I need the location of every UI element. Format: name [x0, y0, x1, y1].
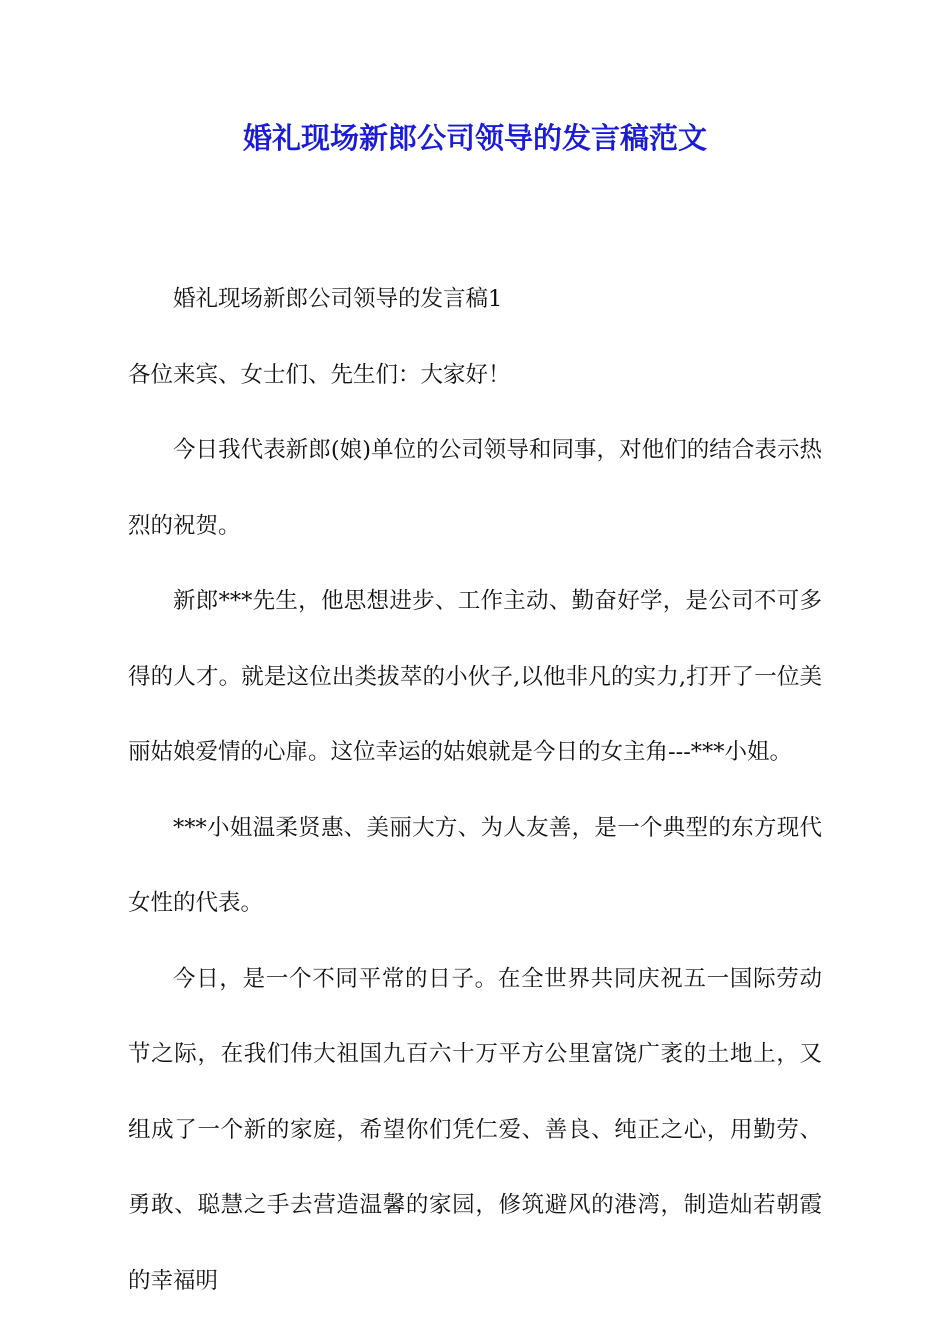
paragraph-congratulation: 今日我代表新郎(娘)单位的公司领导和同事，对他们的结合表示热烈的祝贺。 [128, 437, 822, 539]
paragraph-bride: ***小姐温柔贤惠、美丽大方、为人友善，是一个典型的东方现代女性的代表。 [128, 814, 822, 916]
paragraph-wishes: 今日，是一个不同平常的日子。在全世界共同庆祝五一国际劳动节之际，在我们伟大祖国九百六十万平方公里富饶广袤的土地上，又组成了一个新的家庭，希望你们凭仁爱、善良、纯正之心，用勤劳、勇敢、聪慧之手去营造温馨的家园，修筑避风的港湾，制造灿若朝霞的幸福明 [128, 965, 822, 1294]
document-title: 婚礼现场新郎公司领导的发言稿范文 [242, 121, 707, 155]
paragraph-groom: 新郎***先生，他思想进步、工作主动、勤奋好学，是公司不可多得的人才。就是这位出类拔萃的小伙子,以他非凡的实力,打开了一位美丽姑娘爱情的心扉。这位幸运的姑娘就是今日的女主角---***小姐。 [128, 588, 822, 765]
paragraph-heading: 婚礼现场新郎公司领导的发言稿1 [173, 286, 503, 312]
document-body [128, 262, 822, 1319]
paragraph-greeting: 各位来宾、女士们、先生们：大家好！ [128, 361, 511, 388]
